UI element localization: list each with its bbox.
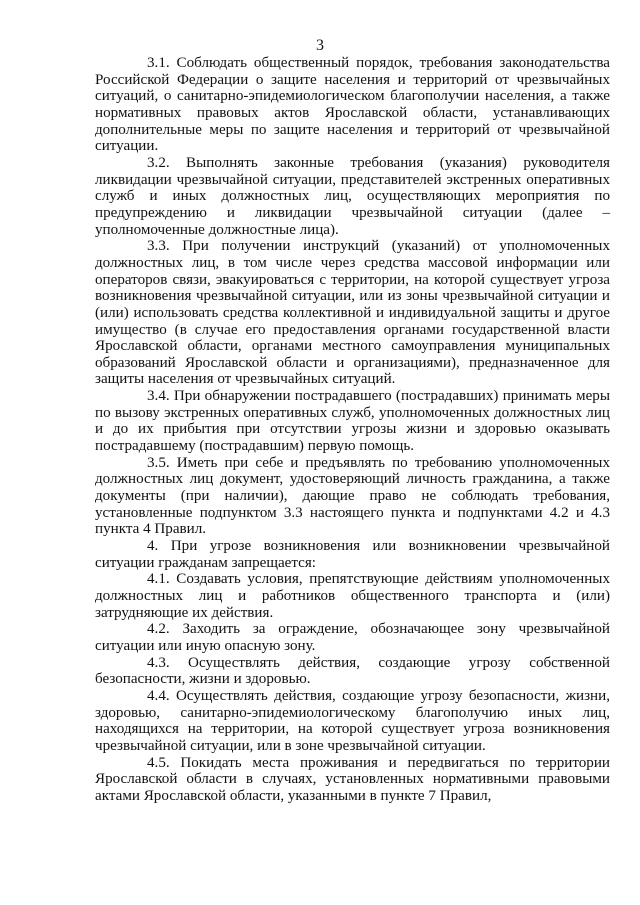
paragraph-4-3: 4.3. Осуществлять действия, создающие угрозу собственной безопасности, жизни и здоровью. (95, 654, 610, 688)
paragraph-3-4: 3.4. При обнаружении пострадавшего (пострадавших) принимать меры по вызову экстренных оперативных служб, уполномоченных должностных лиц и до их прибытия при отсутствии угрозы жизни и здоровью оказывать пострадавшему (пострадавшим) первую помощь. (95, 388, 610, 455)
paragraph-4-1: 4.1. Создавать условия, препятствующие действиям уполномоченных должностных лиц и работников общественного транспорта и (или) затрудняющие их действия. (95, 571, 610, 621)
paragraph-4-2: 4.2. Заходить за ограждение, обозначающее зону чрезвычайной ситуации или иную опасную зону. (95, 621, 610, 654)
paragraph-4: 4. При угрозе возникновения или возникновении чрезвычайной ситуации гражданам запрещается: (95, 538, 610, 571)
paragraph-4-4: 4.4. Осуществлять действия, создающие угрозу безопасности, жизни, здоровью, санитарно-эпидемиологическому благополучию иных лиц, находящихся на территории, на которой существует угроза возникновения чрезвычайной ситуации, или в зоне чрезвычайной ситуации. (95, 687, 610, 754)
paragraph-3-3: 3.3. При получении инструкций (указаний) от уполномоченных должностных лиц, в том числе через средства массовой информации или операторов связи, эвакуироваться с территории, на которой существует угроза возникновения чрезвычайной ситуации, или из зоны чрезвычайной ситуации и (или) использовать средства коллективной и индивидуальной защиты и другое имущество (в случае его предоставления органами государственной власти Ярославской области, органами местного самоуправления муниципальных образований Ярославской области и организациями), предназначенное для защиты населения от чрезвычайных ситуаций. (95, 238, 610, 388)
paragraph-3-2: 3.2. Выполнять законные требования (указания) руководителя ликвидации чрезвычайной ситуации, представителей экстренных оперативных служб и иных должностных лиц, осуществляющих мероприятия по предупреждению и ликвидации чрезвычайной ситуации (далее – уполномоченные должностные лица). (95, 154, 610, 238)
paragraph-3-5: 3.5. Иметь при себе и предъявлять по требованию уполномоченных должностных лиц документ, удостоверяющий личность гражданина, а также документы (при наличии), дающие право не соблюдать требования, установленные подпунктом 3.3 настоящего пункта и подпунктами 4.2 и 4.3 пункта 4 Правил. (95, 454, 610, 538)
paragraph-3-1: 3.1. Соблюдать общественный порядок, требования законодательства Российской Федерации о защите населения и территорий от чрезвычайных ситуаций, о санитарно-эпидемиологическом благополучии населения, а также нормативных правовых актов Ярославской области, устанавливающих дополнительные меры по защите населения и территорий от чрезвычайной ситуации. (95, 55, 610, 155)
paragraph-4-5: 4.5. Покидать места проживания и передвигаться по территории Ярославской области в случаях, установленных нормативными правовыми актами Ярославской области, указанными в пункте 7 Правил, (95, 754, 610, 804)
document-body (95, 55, 610, 805)
page-number: 3 (316, 37, 324, 54)
